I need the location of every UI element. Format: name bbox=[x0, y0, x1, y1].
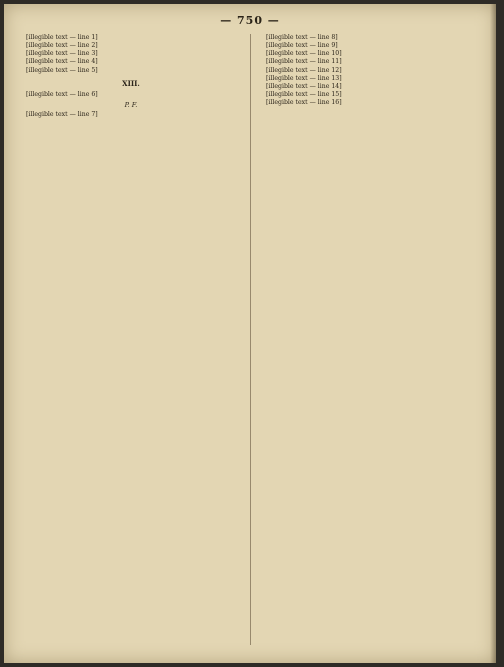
chapter-heading: XIII. bbox=[122, 78, 140, 88]
letter-signature: P. F. bbox=[124, 101, 138, 110]
paragraph: [illegible text — line 4] bbox=[26, 58, 98, 66]
page-number: — 750 — bbox=[220, 14, 280, 27]
paragraph: [illegible text — line 12] bbox=[266, 66, 342, 74]
paragraph: [illegible text — line 1] bbox=[26, 34, 98, 41]
paragraph: [illegible text — line 6] bbox=[26, 90, 98, 98]
book-page bbox=[4, 4, 496, 663]
paragraph: [illegible text — line 9] bbox=[266, 42, 338, 50]
paragraph: [illegible text — line 14] bbox=[266, 82, 342, 90]
left-text-column bbox=[18, 34, 244, 645]
paragraph: [illegible text — line 5] bbox=[26, 66, 98, 74]
paragraph: [illegible text — line 13] bbox=[266, 74, 342, 82]
paragraph: [illegible text — line 16] bbox=[266, 99, 342, 107]
paragraph: [illegible text — line 8] bbox=[266, 34, 338, 41]
paragraph: [illegible text — line 3] bbox=[26, 50, 98, 58]
page-binding-shadow bbox=[490, 4, 496, 663]
paragraph: [illegible text — line 10] bbox=[266, 50, 342, 58]
right-text-column bbox=[258, 34, 484, 645]
paragraph: [illegible text — line 11] bbox=[266, 58, 342, 66]
paragraph: [illegible text — line 15] bbox=[266, 91, 342, 99]
paragraph: [illegible text — line 7] bbox=[26, 111, 98, 119]
paragraph: [illegible text — line 2] bbox=[26, 42, 98, 50]
column-divider bbox=[250, 34, 251, 645]
